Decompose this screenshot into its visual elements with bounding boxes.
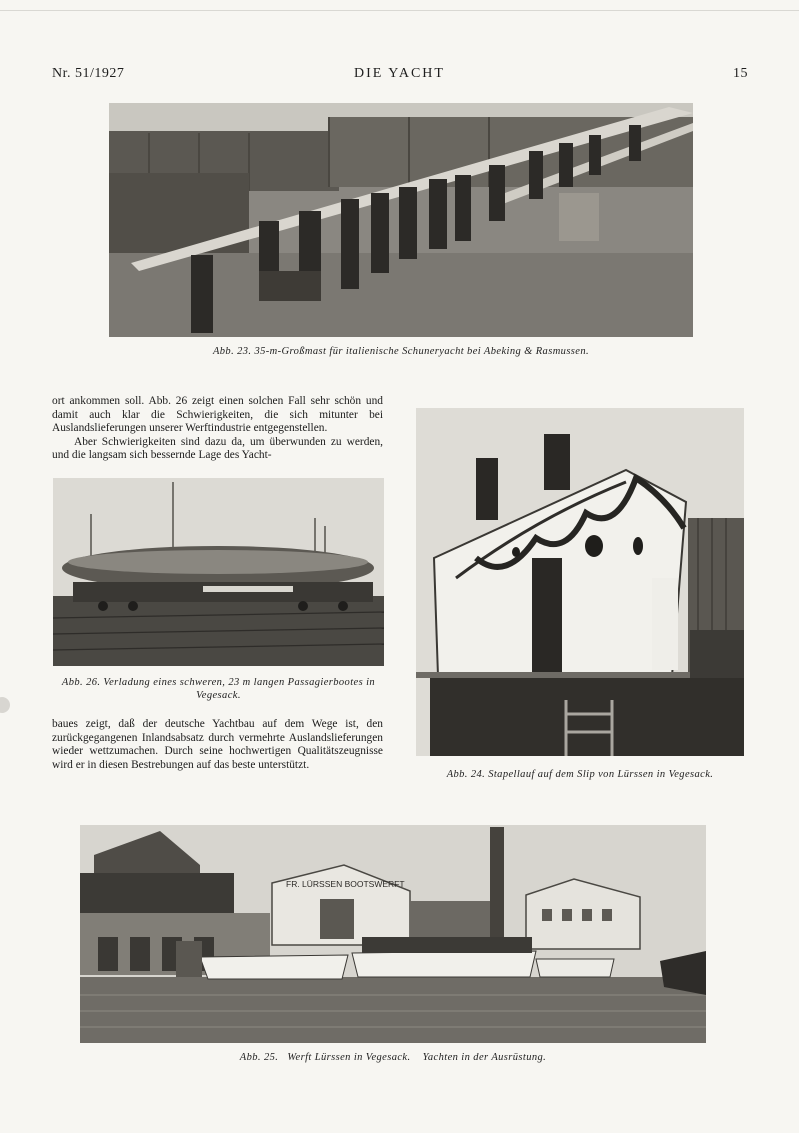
caption-abb25: Abb. 25. Werft Lürssen in Vegesack. Yachten in der Ausrüstung. (239, 1052, 547, 1063)
top-edge-rule (0, 10, 799, 11)
caption-abb23: Abb. 23. 35-m-Großmast für italienische Schuneryacht bei Abeking & Rasmussen. (212, 346, 590, 357)
caption-abb26: Abb. 26. Verladung eines schweren, 23 m langen Passagierbootes in Vegesack. (61, 677, 376, 701)
photo-ship-launch (416, 408, 744, 756)
caption-abb24: Abb. 24. Stapellauf auf dem Slip von Lürssen in Vegesack. (446, 769, 714, 780)
article-text-lower (52, 718, 383, 772)
issue-number: Nr. 51/1927 (52, 66, 125, 81)
shipyard-sign: FR. LÜRSSEN BOOTSWERFT (286, 879, 405, 889)
paragraph-2: Aber Schwierigkeiten sind dazu da, um überwunden zu werden, und die langsam sich bessernde Lage des Yacht- (52, 435, 383, 461)
binding-hole (0, 697, 10, 713)
photo-shipyard (80, 825, 706, 1043)
page-number: 15 (733, 66, 748, 81)
paragraph-1: ort ankommen soll. Abb. 26 zeigt einen solchen Fall sehr schön und damit auch klar die Schwierigkeiten, die sich mitunter bei Auslandslieferungen unserer Werftindustrie entgegenstellen. (52, 395, 383, 434)
journal-title: DIE YACHT (354, 66, 445, 81)
article-text-upper (52, 395, 383, 463)
photo-boat-loading (53, 478, 384, 666)
photo-mast-transport (109, 103, 693, 337)
paragraph-3: baues zeigt, daß der deutsche Yachtbau auf dem Wege ist, den zurückgegangenen Inlandsabsatz durch vermehrte Auslandslieferungen wieder wettzumachen. Durch seine hochwertigen Qualitätszeugnisse wird er in diesen Bestrebungen auf das beste unterstützt. (52, 718, 383, 771)
